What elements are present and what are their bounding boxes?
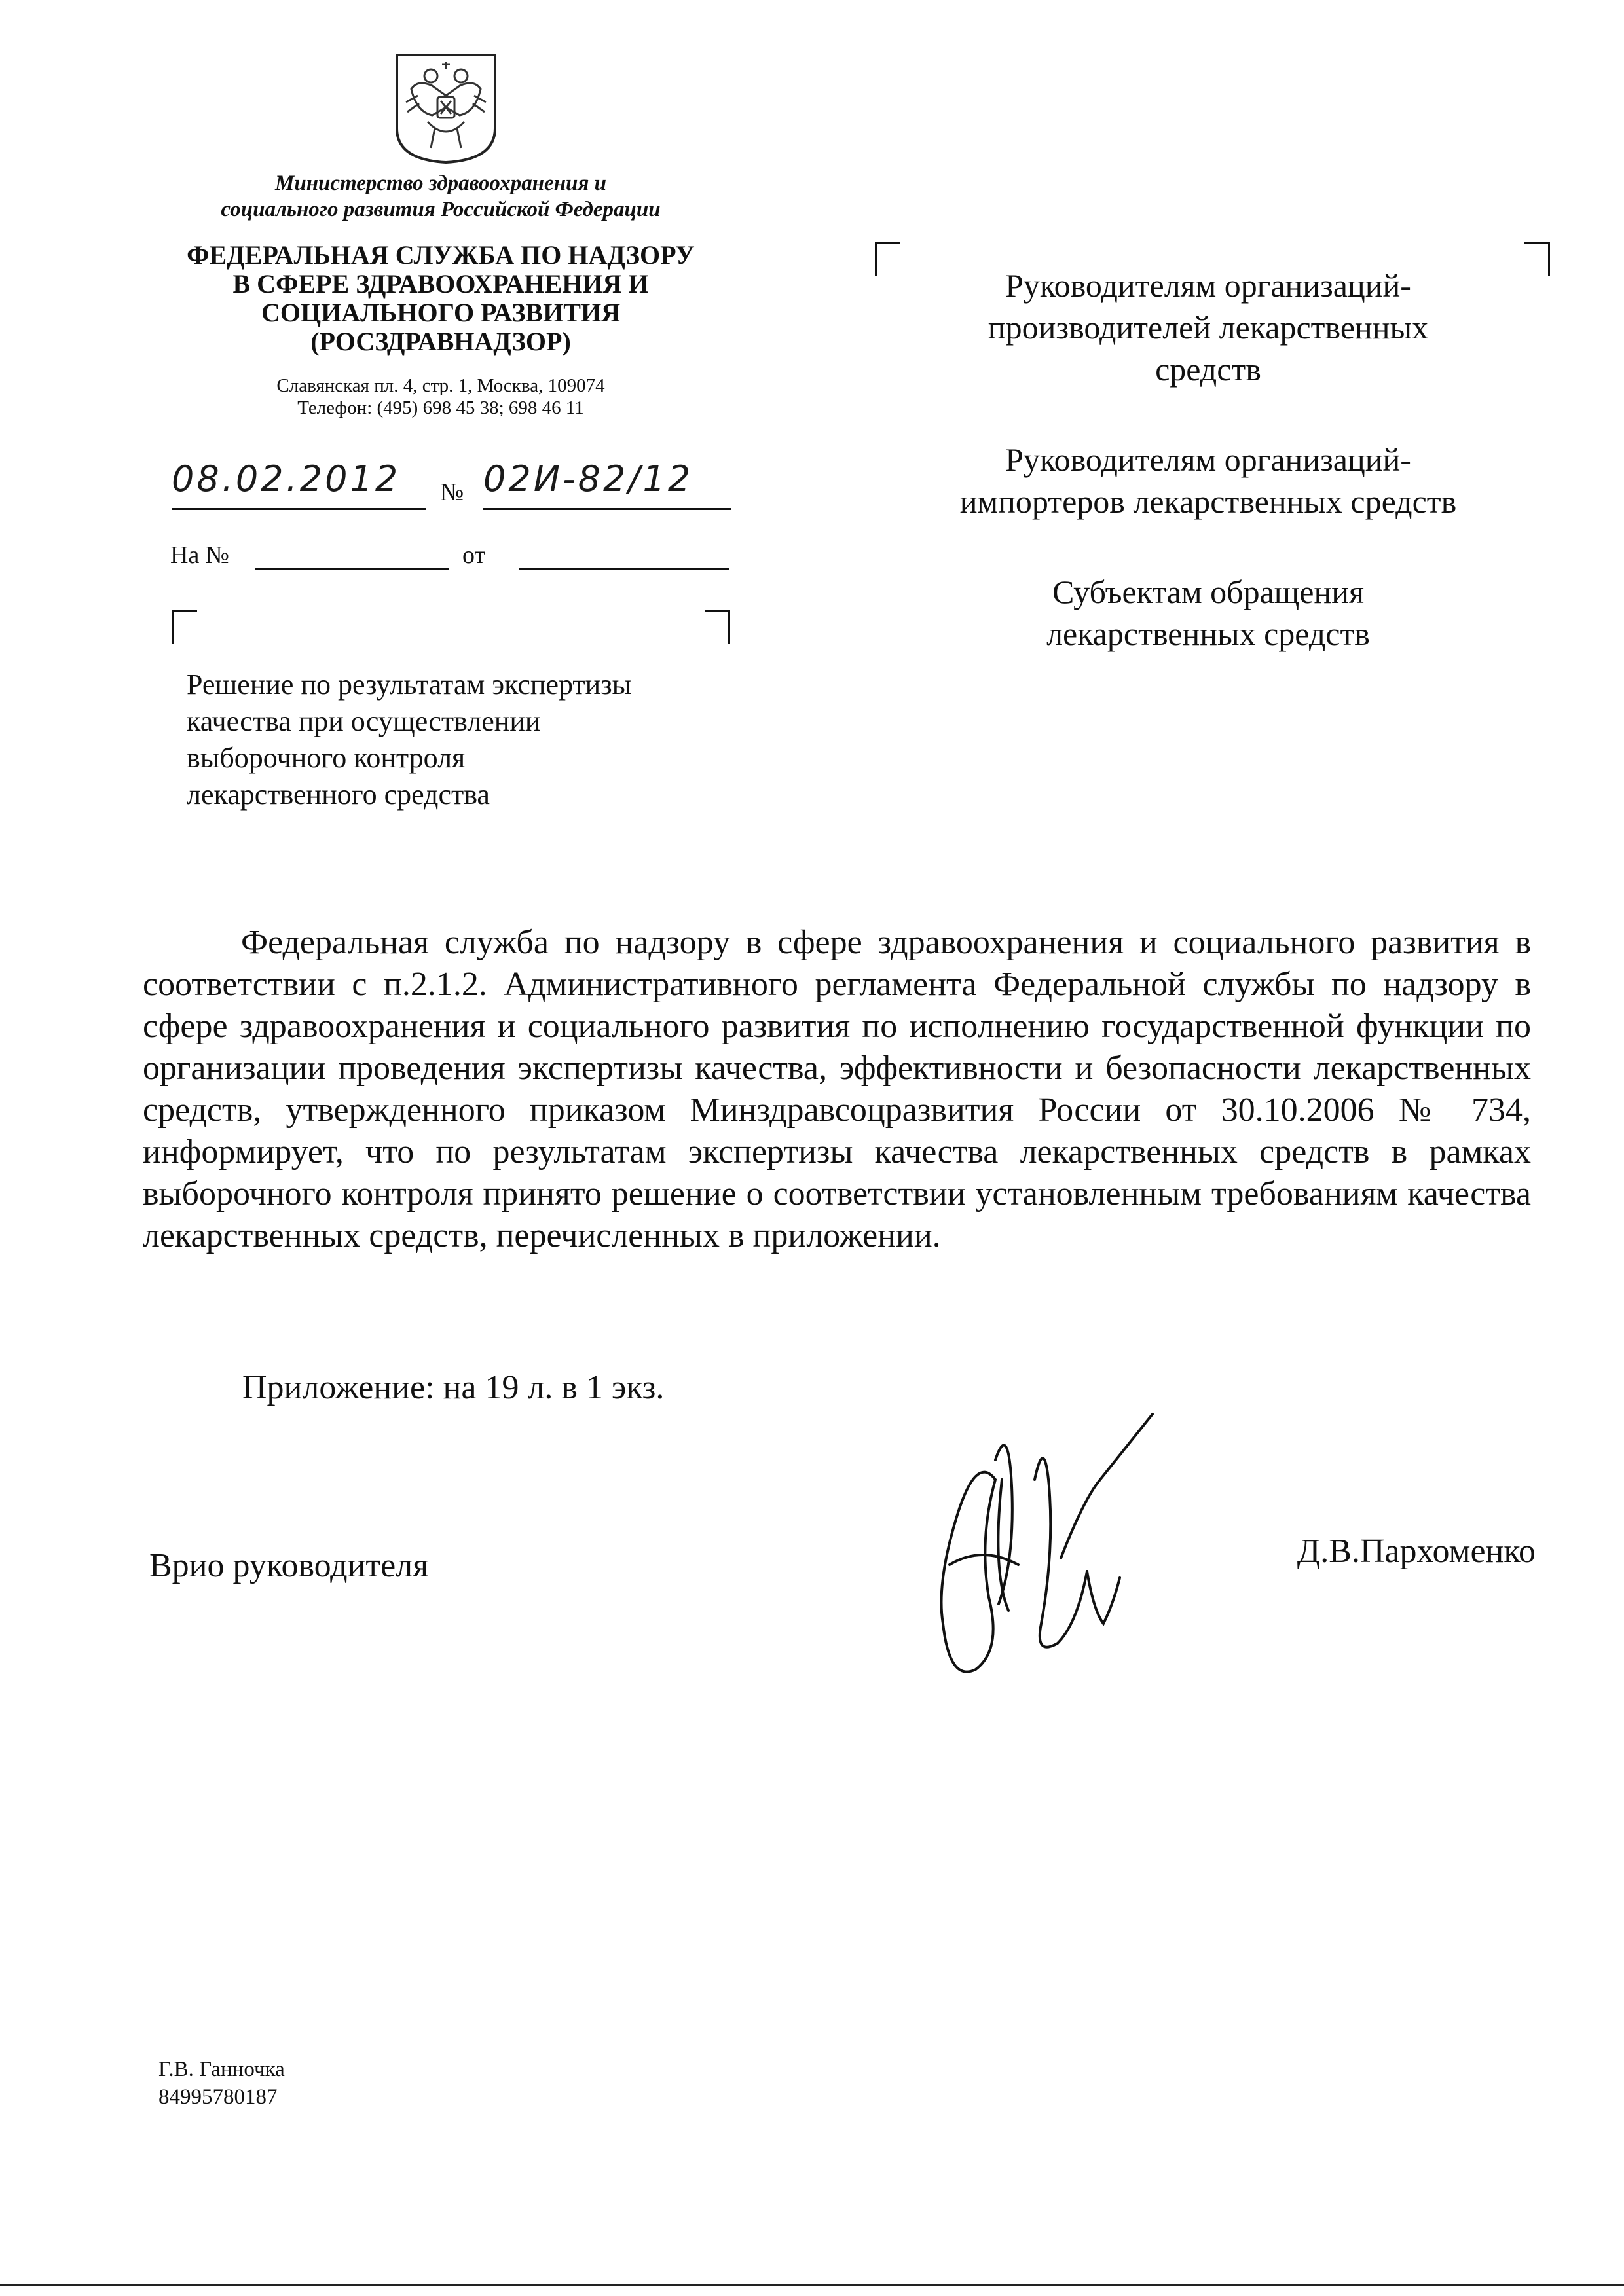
agency-line: ФЕДЕРАЛЬНАЯ СЛУЖБА ПО НАДЗОРУ	[187, 240, 695, 270]
handwritten-signature	[904, 1408, 1166, 1702]
signatory-name: Д.В.Пархоменко	[1297, 1533, 1536, 1570]
addressee-line: Руководителям организаций-	[1005, 267, 1411, 304]
agency-line: СОЦИАЛЬНОГО РАЗВИТИЯ	[261, 298, 620, 327]
ministry-name	[143, 170, 739, 223]
bottom-scan-edge	[0, 2284, 1624, 2286]
reference-date-label: от	[462, 541, 486, 569]
subject-line: качества при осуществлении	[187, 705, 541, 737]
registration-number: 02И-82/12	[483, 458, 693, 500]
addressee-block	[877, 439, 1539, 522]
coat-of-arms-emblem	[392, 50, 500, 165]
agency-phone: Телефон: (495) 698 45 38; 698 46 11	[297, 397, 584, 418]
ministry-line: Министерство здравоохранения и	[275, 172, 606, 195]
executor-phone: 84995780187	[158, 2085, 278, 2109]
executor-name: Г.В. Ганночка	[158, 2058, 285, 2081]
registration-number-label: №	[440, 479, 464, 506]
reference-number-field	[255, 538, 449, 570]
reference-date-field	[519, 538, 729, 570]
signatory-role: Врио руководителя	[149, 1547, 429, 1584]
addressee-line: импортеров лекарственных средств	[959, 483, 1457, 520]
agency-address: Славянская пл. 4, стр. 1, Москва, 109074	[276, 375, 605, 396]
addressee-block	[877, 571, 1539, 655]
appendix-note: Приложение: на 19 л. в 1 экз.	[242, 1369, 665, 1406]
registration-date-field	[172, 458, 426, 510]
addressee-block	[877, 264, 1539, 390]
corner-bracket	[705, 610, 730, 644]
letter-subject	[187, 666, 776, 813]
registration-date: 08.02.2012	[172, 458, 401, 500]
addressee-line: средств	[1155, 351, 1261, 388]
executor-info	[158, 2056, 285, 2111]
subject-line: Решение по результатам экспертизы	[187, 668, 632, 701]
agency-line: В СФЕРЕ ЗДРАВООХРАНЕНИЯ И	[232, 269, 649, 299]
agency-contacts	[143, 374, 739, 419]
subject-line: лекарственного средства	[187, 778, 490, 811]
subject-line: выборочного контроля	[187, 742, 466, 774]
reference-number-label: На №	[170, 541, 230, 569]
addressee-line: лекарственных средств	[1046, 615, 1370, 652]
ministry-line: социального развития Российской Федерации	[221, 198, 661, 221]
addressee-line: Субъектам обращения	[1052, 574, 1364, 610]
agency-name	[143, 241, 739, 356]
addressee-line: Руководителям организаций-	[1005, 441, 1411, 478]
corner-bracket	[172, 610, 197, 644]
letter-body: Федеральная служба по надзору в сфере здравоохранения и социального развития в соответствии с п.2.1.2. Административного регламента Федеральной службы по надзору в сфере здравоохранения и социального развития по исполнению государственной функции по организации проведения экспертизы качества, эффективности и безопасности лекарственных средств, утвержденного приказом Минздравсоцразвития России от 30.10.2006 № 734, информирует, что по результатам экспертизы качества лекарственных средств в рамках выборочного контроля принято решение о соответствии установленным требованиям качества лекарственных средств, перечисленных в приложении.	[143, 924, 1531, 1254]
registration-number-field	[483, 458, 731, 510]
addressee-line: производителей лекарственных	[987, 309, 1429, 346]
agency-line: (РОСЗДРАВНАДЗОР)	[310, 327, 571, 356]
